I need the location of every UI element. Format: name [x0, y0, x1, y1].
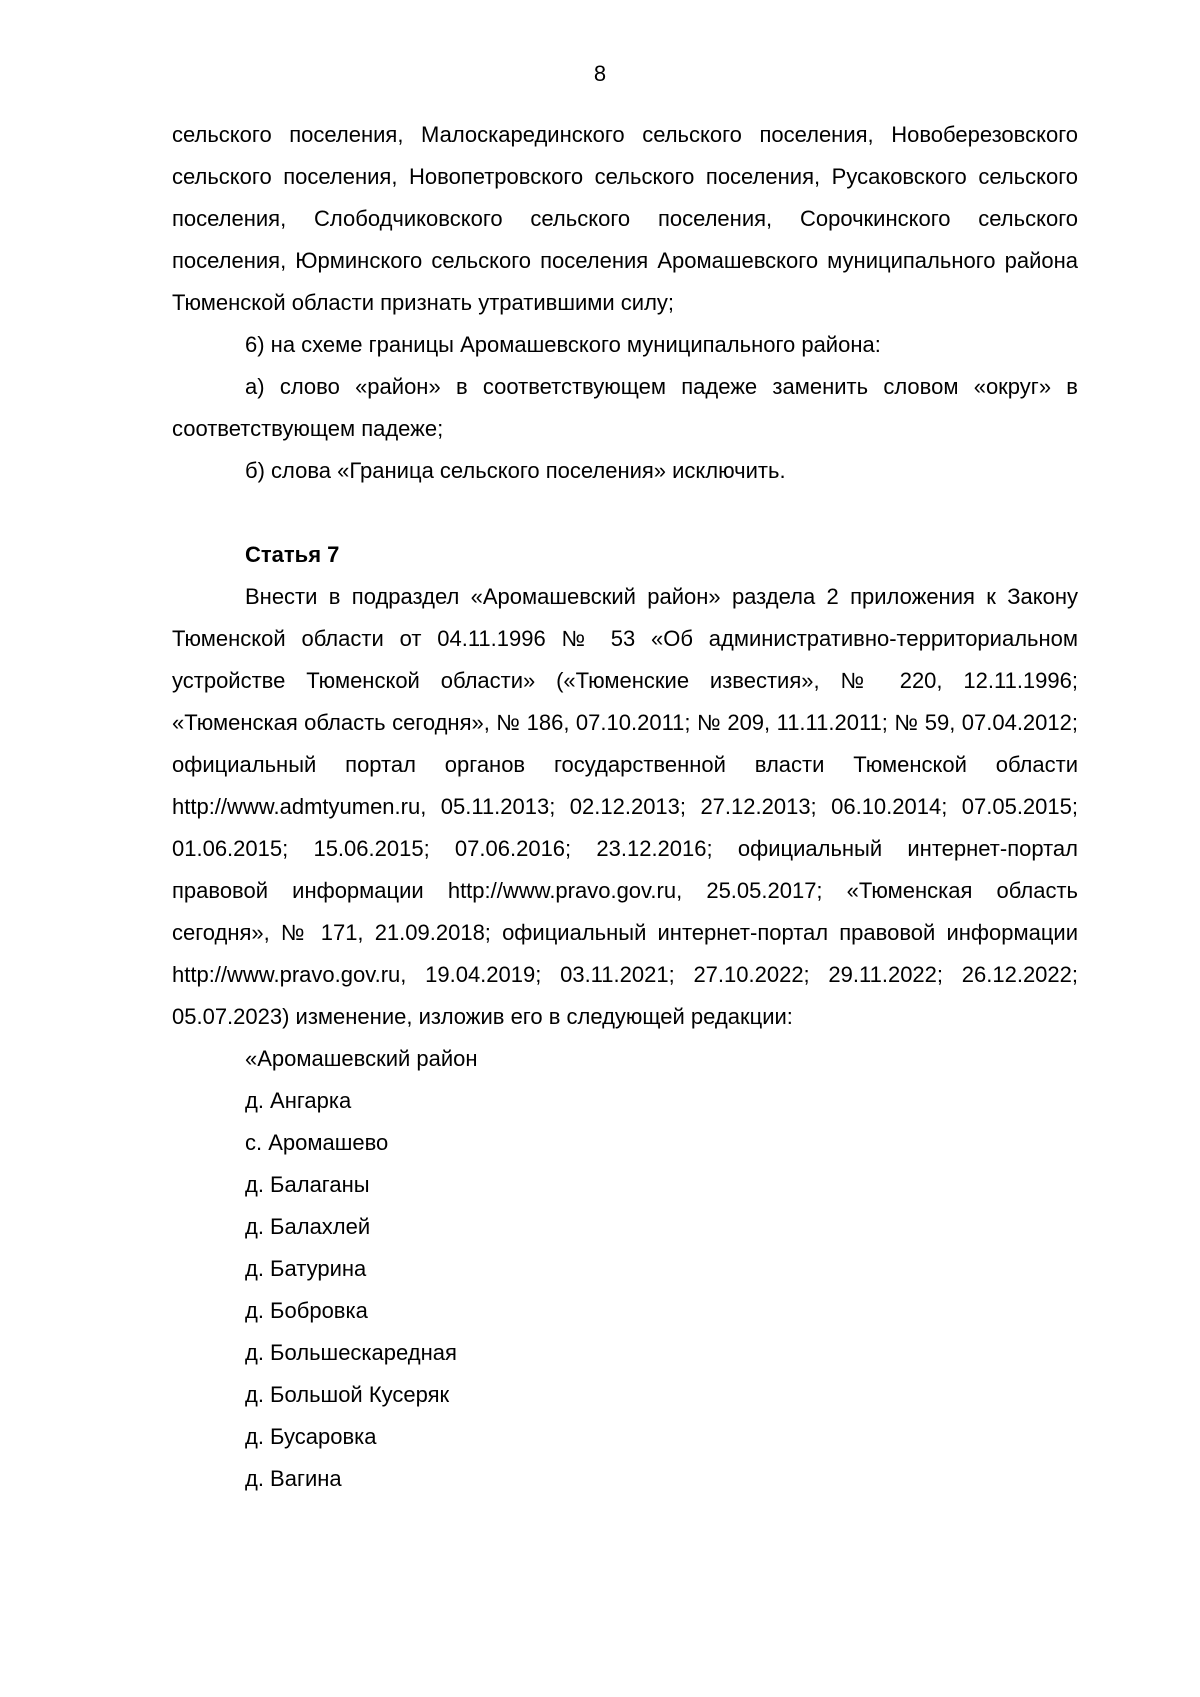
list-item: д. Большескаредная [245, 1340, 457, 1365]
settlement-list [172, 1038, 1078, 1500]
list-item: д. Бобровка [245, 1298, 368, 1323]
document-body [172, 114, 1078, 1500]
list-item: с. Аромашево [245, 1130, 389, 1155]
list-item: д. Большой Кусеряк [245, 1382, 450, 1407]
list-item: д. Балахлей [245, 1214, 371, 1239]
list-item: д. Вагина [245, 1466, 342, 1491]
paragraph-subitem-a: а) слово «район» в соответствующем падеже заменить словом «округ» в соответствующем падеже; [172, 374, 1078, 441]
list-item: д. Ангарка [245, 1088, 352, 1113]
list-item: д. Балаганы [245, 1172, 370, 1197]
article-body: Внести в подраздел «Аромашевский район» раздела 2 приложения к Закону Тюменской области от 04.11.1996 № 53 «Об административно-территориальном устройстве Тюменской области» («Тюменские известия», № 220, 12.11.1996; «Тюменская область сегодня», № 186, 07.10.2011; № 209, 11.11.2011; № 59, 07.04.2012; официальный портал органов государственной власти Тюменской области http://www.admtyumen.ru, 05.11.2013; 02.12.2013; 27.12.2013; 06.10.2014; 07.05.2015; 01.06.2015; 15.06.2015; 07.06.2016; 23.12.2016; официальный интернет-портал правовой информации http://www.pravo.gov.ru, 25.05.2017; «Тюменская область сегодня», № 171, 21.09.2018; официальный интернет-портал правовой информации http://www.pravo.gov.ru, 19.04.2019; 03.11.2021; 27.10.2022; 29.11.2022; 26.12.2022; 05.07.2023) изменение, изложив его в следующей редакции: [172, 584, 1078, 1029]
paragraph-item-6: 6) на схеме границы Аромашевского муниципального района: [245, 332, 881, 357]
paragraph-subitem-b: б) слова «Граница сельского поселения» исключить. [245, 458, 786, 483]
list-item: д. Батурина [245, 1256, 367, 1281]
list-item: «Аромашевский район [245, 1046, 478, 1071]
paragraph-continuation: сельского поселения, Малоскарединского сельского поселения, Новоберезовского сельского поселения, Новопетровского сельского поселения, Русаковского сельского поселения, Слободчиковского сельского поселения, Сорочкинского сельского поселения, Юрминского сельского поселения Аромашевского муниципального района Тюменской области признать утратившими силу; [172, 122, 1078, 315]
article-title: Статья 7 [245, 542, 340, 567]
page-number: 8 [593, 61, 607, 86]
list-item: д. Бусаровка [245, 1424, 377, 1449]
